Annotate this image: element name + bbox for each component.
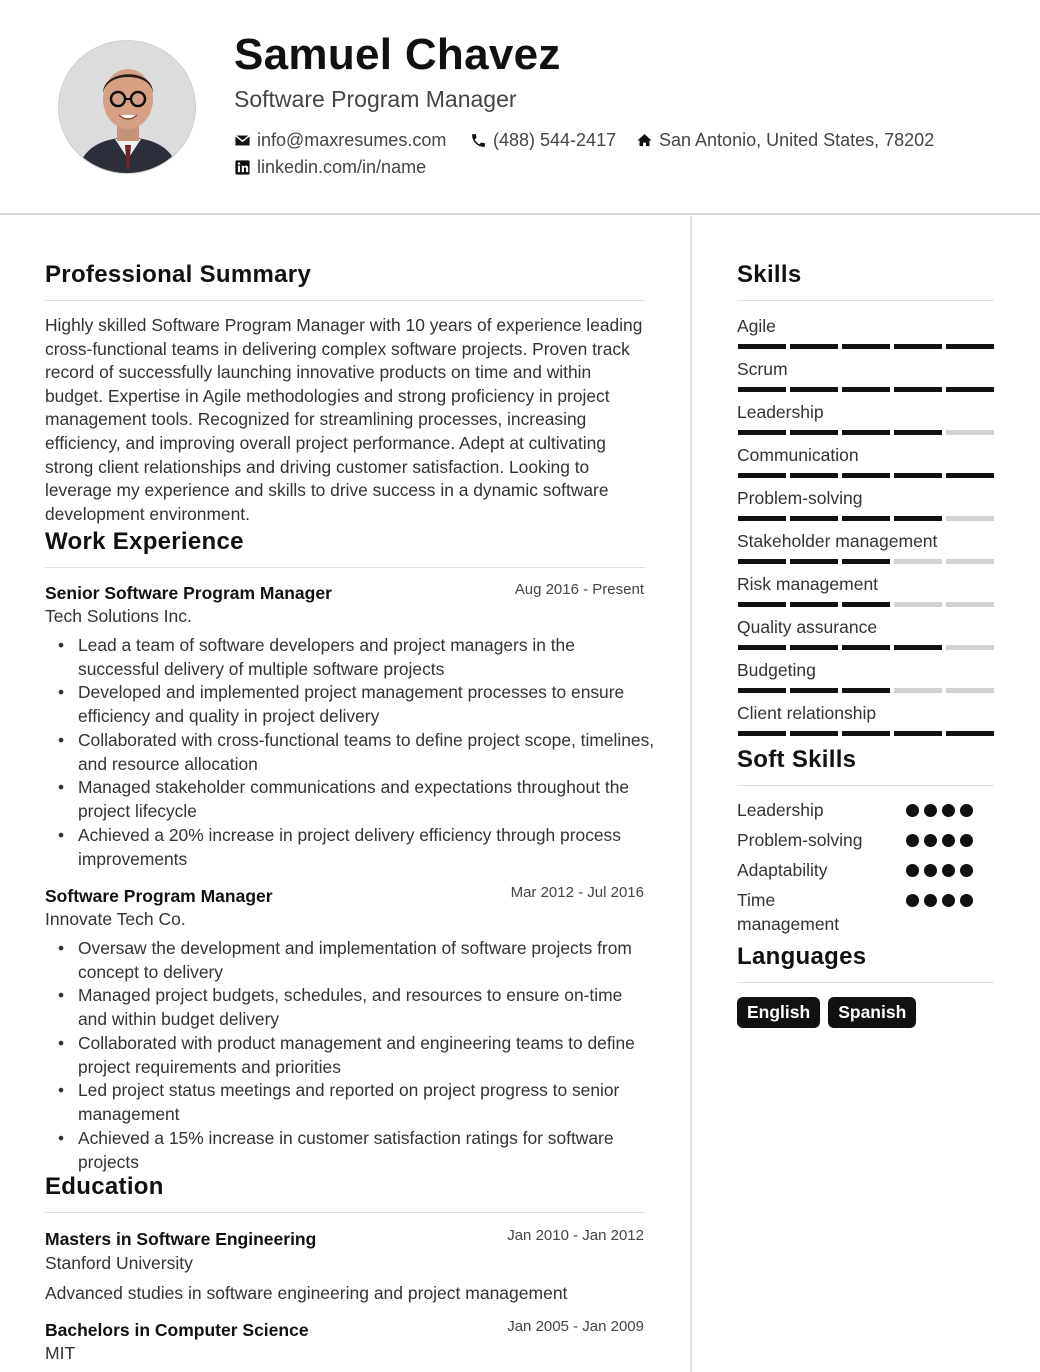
skill-level-bar — [738, 602, 994, 608]
profile-photo — [58, 40, 196, 174]
rating-dot — [960, 834, 973, 847]
skill-level-segment — [946, 344, 994, 349]
school-name: MIT — [45, 1343, 76, 1363]
resume-header — [0, 0, 1040, 215]
skill-level-segment — [842, 559, 890, 564]
skill-level-segment — [946, 602, 994, 607]
candidate-role: Software Program Manager — [234, 86, 517, 112]
contact-linkedin[interactable] — [234, 157, 426, 178]
job-bullet: • Collaborated with cross-functional teams to define project scope, timelines, and resource allocation — [56, 729, 656, 776]
soft-skill-dots — [906, 894, 973, 907]
skill-level-segment — [894, 688, 942, 693]
phone-text: (488) 544-2417 — [493, 130, 617, 150]
skill-level-segment — [738, 430, 786, 435]
skill-level-segment — [738, 688, 786, 693]
skill-level-segment — [738, 473, 786, 478]
skill-level-segment — [894, 344, 942, 349]
job-company: Tech Solutions Inc. — [45, 606, 192, 626]
skill-level-segment — [894, 645, 942, 650]
skill-level-bar — [738, 731, 994, 737]
skill-level-segment — [738, 344, 786, 349]
skill-level-segment — [894, 430, 942, 435]
home-icon — [636, 132, 653, 149]
skill-level-segment — [894, 731, 942, 736]
skill-label: Stakeholder management — [737, 531, 938, 551]
location-text: San Antonio, United States, 78202 — [659, 130, 935, 150]
skill-level-segment — [842, 473, 890, 478]
degree-description: Advanced studies in software engineering and project management — [45, 1283, 568, 1303]
skill-level-bar — [738, 387, 994, 393]
rating-dot — [960, 804, 973, 817]
skill-level-segment — [842, 516, 890, 521]
skill-level-segment — [738, 387, 786, 392]
degree-title: Masters in Software Engineering — [45, 1229, 317, 1249]
contact-phone[interactable] — [470, 130, 616, 151]
degree-title: Bachelors in Computer Science — [45, 1320, 309, 1340]
skill-level-bar — [738, 559, 994, 565]
soft-skill-label: Leadership — [737, 800, 824, 820]
soft-skills-heading: Soft Skills — [737, 746, 857, 773]
skill-level-segment — [842, 430, 890, 435]
rating-dot — [924, 834, 937, 847]
skill-level-segment — [842, 731, 890, 736]
skill-level-segment — [790, 473, 838, 478]
education-heading: Education — [45, 1173, 164, 1200]
skill-level-segment — [842, 344, 890, 349]
skill-level-bar — [738, 344, 994, 350]
skill-level-segment — [946, 731, 994, 736]
skills-heading: Skills — [737, 261, 802, 288]
soft-skill-label: Time management — [737, 890, 840, 934]
contact-email[interactable] — [234, 130, 446, 151]
summary-heading: Professional Summary — [45, 261, 312, 288]
column-divider — [690, 216, 692, 1372]
degree-date: Jan 2005 - Jan 2009 — [507, 1318, 644, 1335]
rating-dot — [906, 894, 919, 907]
job-bullet: • Collaborated with product management and engineering teams to define project requirements and priorities — [56, 1032, 656, 1079]
job-title: Software Program Manager — [45, 886, 273, 906]
rating-dot — [924, 864, 937, 877]
skill-level-bar — [738, 688, 994, 694]
job-bullet: • Lead a team of software developers and project managers in the successful delivery of multiple software projects — [56, 634, 656, 681]
soft-skill-dots — [906, 834, 973, 847]
summary-text: Highly skilled Software Program Manager with 10 years of experience leading cross-functional teams in delivering complex software projects. Proven track record of successfully launching innovative products on time and within budget. Expertise in Agile methodologies and strong proficiency in project management tools. Recognized for streamlining processes, increasing efficiency, and improving overall project performance. Adept at cultivating strong client relationships and driving customer satisfaction. Looking to leverage my experience and skills to drive success in a dynamic software development environment. — [45, 315, 643, 524]
rating-dot — [942, 864, 955, 877]
skill-level-segment — [790, 387, 838, 392]
soft-skill-dots — [906, 864, 973, 877]
skill-level-segment — [894, 602, 942, 607]
job-title: Senior Software Program Manager — [45, 583, 332, 603]
soft-skill-dots — [906, 804, 973, 817]
skill-level-segment — [842, 387, 890, 392]
job-date: Mar 2012 - Jul 2016 — [510, 884, 644, 901]
section-divider — [45, 300, 645, 301]
person-avatar-icon — [59, 41, 196, 174]
job-bullet: • Managed stakeholder communications and expectations throughout the project lifecycle — [56, 776, 656, 823]
skill-level-segment — [738, 645, 786, 650]
skill-label: Scrum — [737, 359, 788, 379]
skill-level-segment — [946, 430, 994, 435]
email-text: info@maxresumes.com — [257, 130, 447, 150]
rating-dot — [924, 804, 937, 817]
job-date: Aug 2016 - Present — [514, 581, 644, 598]
skill-label: Leadership — [737, 402, 824, 422]
job-bullets — [56, 937, 656, 1174]
job-bullet: • Oversaw the development and implementation of software projects from concept to delivery — [56, 937, 656, 984]
skill-level-bar — [738, 473, 994, 479]
phone-icon — [470, 132, 487, 149]
rating-dot — [942, 894, 955, 907]
skill-level-segment — [790, 430, 838, 435]
skill-level-segment — [946, 516, 994, 521]
skill-label: Client relationship — [737, 703, 877, 723]
section-divider — [737, 300, 994, 301]
skill-level-segment — [946, 645, 994, 650]
linkedin-text: linkedin.com/in/name — [257, 157, 427, 177]
language-pill: Spanish — [828, 997, 916, 1028]
rating-dot — [942, 834, 955, 847]
rating-dot — [942, 804, 955, 817]
job-bullet: • Achieved a 20% increase in project delivery efficiency through process improvements — [56, 824, 656, 871]
skill-level-segment — [790, 688, 838, 693]
job-company: Innovate Tech Co. — [45, 909, 186, 929]
skill-level-segment — [842, 602, 890, 607]
skill-label: Agile — [737, 316, 776, 336]
job-bullet: • Led project status meetings and reported on project progress to senior management — [56, 1079, 656, 1126]
job-bullet: • Managed project budgets, schedules, and resources to ensure on-time and within budget delivery — [56, 984, 656, 1031]
envelope-icon — [234, 132, 251, 149]
skill-level-segment — [790, 602, 838, 607]
skill-level-segment — [790, 645, 838, 650]
rating-dot — [906, 864, 919, 877]
rating-dot — [924, 894, 937, 907]
section-divider — [45, 567, 645, 568]
language-pill: English — [737, 997, 820, 1028]
skill-level-segment — [894, 387, 942, 392]
school-name: Stanford University — [45, 1253, 193, 1273]
section-divider — [737, 785, 994, 786]
skill-level-segment — [738, 602, 786, 607]
degree-date: Jan 2010 - Jan 2012 — [507, 1227, 644, 1244]
skill-label: Risk management — [737, 574, 879, 594]
skill-level-segment — [894, 516, 942, 521]
skill-level-segment — [738, 516, 786, 521]
skill-level-segment — [738, 559, 786, 564]
skill-label: Communication — [737, 445, 859, 465]
experience-heading: Work Experience — [45, 528, 244, 555]
section-divider — [737, 982, 994, 983]
skill-level-bar — [738, 645, 994, 651]
skill-label: Problem-solving — [737, 488, 863, 508]
contact-location — [636, 130, 934, 151]
job-bullet: • Developed and implemented project management processes to ensure efficiency and quality in project delivery — [56, 681, 656, 728]
rating-dot — [960, 894, 973, 907]
skill-level-segment — [790, 559, 838, 564]
skill-level-bar — [738, 516, 994, 522]
rating-dot — [906, 834, 919, 847]
languages-heading: Languages — [737, 943, 867, 970]
languages-list — [737, 997, 916, 1028]
skill-level-segment — [946, 387, 994, 392]
skill-level-segment — [738, 731, 786, 736]
rating-dot — [906, 804, 919, 817]
section-divider — [45, 1212, 645, 1213]
skill-level-segment — [842, 688, 890, 693]
candidate-name: Samuel Chavez — [234, 30, 561, 79]
skill-label: Budgeting — [737, 660, 816, 680]
soft-skill-label: Adaptability — [737, 860, 828, 880]
skill-level-segment — [894, 473, 942, 478]
skill-level-bar — [738, 430, 994, 436]
skill-level-segment — [946, 688, 994, 693]
soft-skill-label: Problem-solving — [737, 830, 863, 850]
skill-level-segment — [790, 516, 838, 521]
job-bullets — [56, 634, 656, 871]
skill-level-segment — [842, 645, 890, 650]
skill-level-segment — [894, 559, 942, 564]
skill-level-segment — [790, 731, 838, 736]
job-bullet: • Achieved a 15% increase in customer satisfaction ratings for software projects — [56, 1127, 656, 1174]
skill-level-segment — [790, 344, 838, 349]
linkedin-icon — [234, 159, 251, 176]
skill-level-segment — [946, 473, 994, 478]
skill-level-segment — [946, 559, 994, 564]
skill-label: Quality assurance — [737, 617, 878, 637]
rating-dot — [960, 864, 973, 877]
